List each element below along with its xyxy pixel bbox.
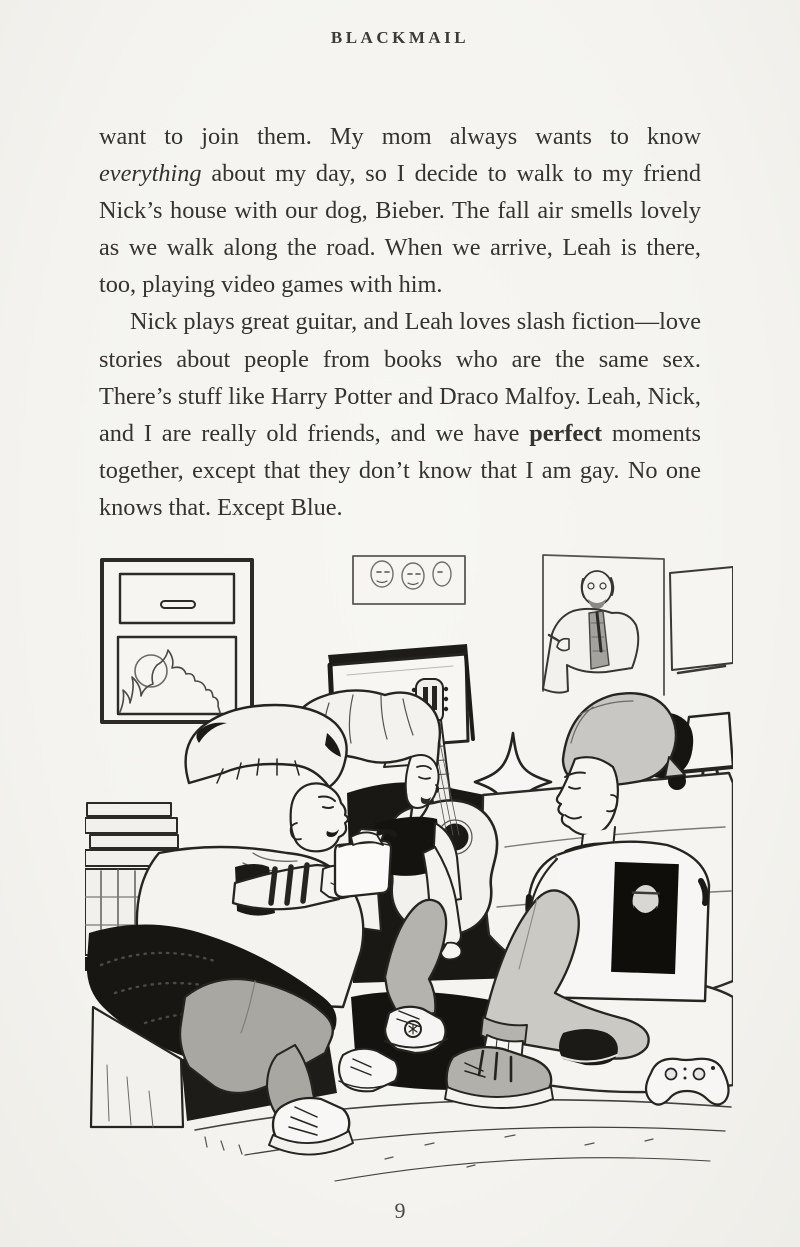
band-poster	[353, 556, 465, 604]
page-number	[0, 1198, 800, 1224]
game-controller	[646, 1059, 729, 1105]
text-segment: perfect	[529, 419, 603, 447]
illustration	[85, 545, 733, 1190]
body-paragraph	[99, 303, 701, 526]
whiteboard	[670, 567, 733, 673]
che-shirt-graphic	[611, 862, 679, 974]
window	[102, 560, 252, 722]
portrait-poster	[543, 555, 664, 695]
running-header-text: BLACKMAIL	[330, 28, 470, 47]
text-segment: moments together, except that they don’t know that I am gay. No one knows that. Except Blue.	[99, 419, 701, 521]
face	[291, 783, 348, 851]
text-segment: Nick plays great guitar, and Leah loves slash fiction—love stories about people from books who are the same sex. There’s stuff like Harry Potter and Draco Malfoy. Leah, Nick, and I are really old friends, and we have	[99, 308, 701, 447]
body-paragraph	[99, 118, 701, 303]
mug	[335, 841, 391, 897]
page-number-text: 9	[394, 1198, 406, 1223]
text-segment: about my day, so I decide to walk to my friend Nick’s house with our dog, Bieber. The fall air smells lovely as we walk along the road. When we arrive, Leah is there, too, playing video games with him.	[99, 160, 701, 299]
running-header	[0, 28, 800, 48]
text-segment: want to join them. My mom always wants to know	[99, 123, 701, 150]
body-text	[99, 118, 701, 526]
text-segment: everything	[99, 160, 202, 188]
